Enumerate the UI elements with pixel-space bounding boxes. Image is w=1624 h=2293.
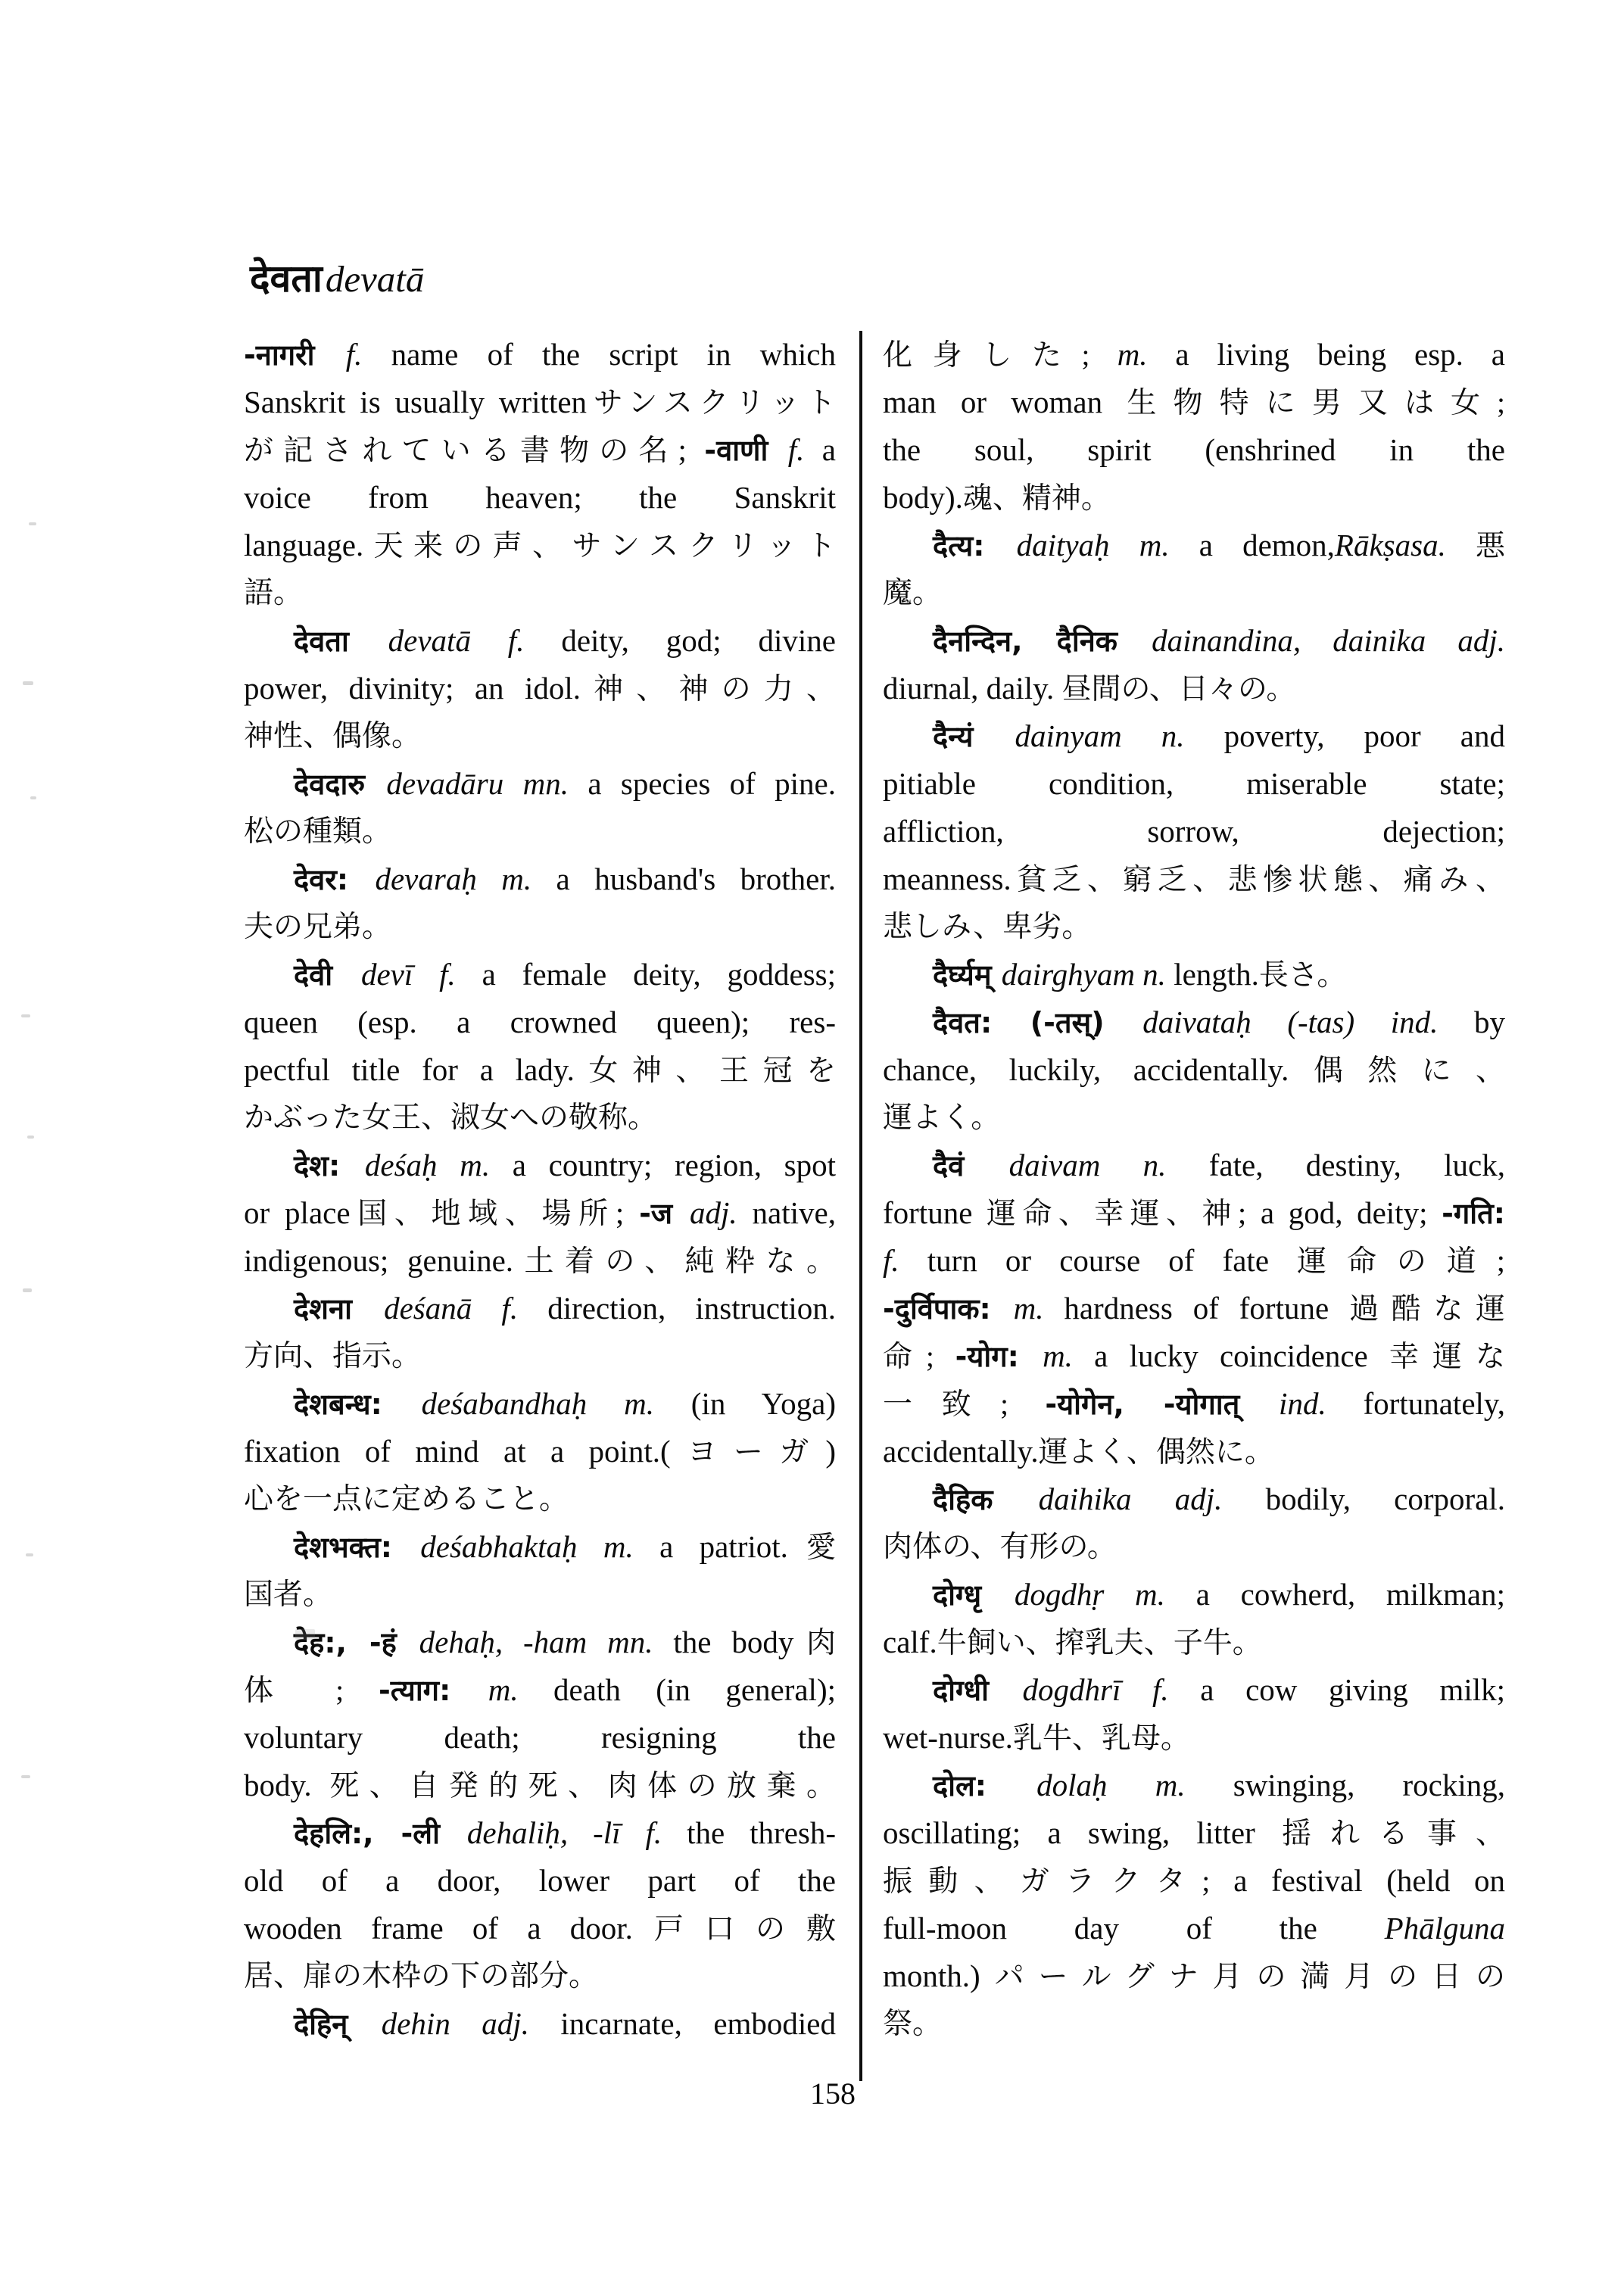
text-line (244, 1094, 836, 1142)
text-line (883, 1142, 1505, 1189)
transliteration: deśabandhaḥ m. (421, 1386, 654, 1421)
japanese-gloss: 居、扉の木枠の下の部分。 (244, 1960, 599, 1992)
text-line (244, 1618, 836, 1666)
english-gloss: or place (244, 1195, 351, 1230)
japanese-gloss: 戸口の敷 (632, 1913, 836, 1946)
japanese-gloss: 魔。 (883, 577, 943, 609)
japanese-gloss: 語。 (244, 577, 304, 609)
english-gloss: pitiable condition, miserable state; (883, 766, 1505, 801)
headword-devanagari: देहलि:, -ली (294, 1817, 467, 1850)
text-line (244, 569, 836, 617)
text-line (244, 1952, 836, 2000)
english-gloss: length. (1165, 957, 1259, 992)
headword-devanagari: देह:, -हं (294, 1626, 419, 1659)
english-gloss: old of a door, lower part of the (244, 1863, 836, 1898)
japanese-gloss: 夫の兄弟。 (244, 911, 392, 943)
text-line (883, 1189, 1505, 1237)
left-column (244, 331, 836, 2048)
transliteration: m. (1043, 1338, 1073, 1373)
english-gloss: a living being esp. a (1147, 337, 1505, 372)
japanese-gloss: 運命の道 (1297, 1245, 1497, 1278)
english-gloss: death (in general); (518, 1672, 836, 1707)
japanese-gloss: 肉体の、有形の。 (883, 1531, 1117, 1563)
english-gloss: name of the script in which (362, 337, 836, 372)
english-gloss: chance, luckily, accidentally. (883, 1052, 1289, 1087)
scan-artifact (21, 1014, 30, 1017)
english-gloss: the soul, spirit (enshrined in the (883, 432, 1505, 467)
text-line (883, 1666, 1505, 1714)
right-column (883, 331, 1505, 2048)
headword-devanagari: दोग्धृ (933, 1578, 1015, 1612)
page-number: 158 (810, 2076, 856, 2111)
japanese-gloss: 乳牛、乳母。 (1012, 1722, 1190, 1755)
english-gloss: a festival (held on (1233, 1863, 1505, 1898)
japanese-gloss: 国、地域、場所 (350, 1198, 616, 1230)
text-line (244, 808, 836, 855)
headword-devanagari: -वाणी (704, 434, 788, 467)
transliteration: daivataḥ (-tas) ind. (1142, 1005, 1439, 1039)
transliteration: dehaḥ, -ham mn. (419, 1625, 653, 1659)
headword-devanagari: दैवं (933, 1149, 1009, 1182)
english-gloss: native, (737, 1195, 836, 1230)
text-line (244, 1809, 836, 1857)
text-line (244, 331, 836, 379)
japanese-gloss: 悪 (1475, 530, 1505, 562)
english-gloss: ; (615, 1195, 640, 1230)
text-line (883, 379, 1505, 426)
scan-artifact (27, 1136, 34, 1139)
text-line (244, 1237, 836, 1285)
japanese-gloss: 愛 (787, 1531, 836, 1564)
english-gloss: pectful title for a lady. (244, 1052, 575, 1087)
japanese-gloss: 体 ; (244, 1675, 379, 1707)
column-divider-rule (859, 331, 862, 2081)
scan-artifact (29, 522, 36, 525)
japanese-gloss: 死、自発的死、肉体の放棄。 (329, 1770, 836, 1802)
japanese-gloss: 方向、指示。 (244, 1340, 422, 1372)
text-line (244, 665, 836, 712)
english-gloss: calf. (883, 1625, 937, 1659)
headword-devanagari: दैवत: (-तस्) (933, 1006, 1143, 1039)
text-line (244, 1046, 836, 1094)
english-gloss: ; (678, 432, 705, 467)
headword-devanagari: दोल: (933, 1769, 1037, 1802)
japanese-gloss: 揺れる事、 (1282, 1818, 1505, 1850)
transliteration: dogdhrī f. (1022, 1672, 1169, 1707)
english-gloss: a species of pine. (568, 766, 836, 801)
text-line (244, 760, 836, 808)
text-line (244, 1285, 836, 1332)
japanese-gloss: 肉 (793, 1627, 836, 1659)
transliteration: dainandina, dainika adj. (1152, 623, 1505, 658)
japanese-gloss: サンスクリット (587, 387, 836, 419)
text-line (244, 617, 836, 665)
text-line (244, 1189, 836, 1237)
headword-devanagari: दैनन्दिन, दैनिक (933, 625, 1152, 658)
text-line (244, 855, 836, 903)
japanese-gloss: が記されている書物の名 (244, 435, 678, 467)
transliteration: daihika adj. (1038, 1481, 1223, 1516)
japanese-gloss: 運よく。 (883, 1101, 1001, 1134)
english-gloss: body). (883, 480, 963, 515)
text-line (883, 1905, 1505, 1952)
japanese-gloss: 神、神の力、 (581, 673, 836, 706)
text-line (244, 474, 836, 522)
text-line (883, 426, 1505, 474)
english-gloss: fortunately, (1326, 1386, 1505, 1421)
text-line (244, 379, 836, 426)
transliteration: dolaḥ m. (1036, 1768, 1186, 1802)
transliteration: deśaḥ m. (364, 1148, 491, 1182)
headword-devanagari: देवर: (294, 863, 376, 896)
english-gloss: by (1438, 1005, 1505, 1039)
japanese-gloss: 女神、王冠を (574, 1055, 836, 1087)
text-line (883, 665, 1505, 712)
english-gloss: a lucky coincidence (1072, 1338, 1389, 1373)
text-line (244, 1475, 836, 1523)
text-line (883, 1952, 1505, 2000)
english-gloss: queen (esp. a crowned queen); res- (244, 1005, 836, 1039)
text-line (883, 1571, 1505, 1618)
text-line (883, 1428, 1505, 1475)
text-line (883, 760, 1505, 808)
japanese-gloss: かぶった女王、淑女への敬称。 (244, 1101, 658, 1134)
japanese-gloss: 松の種類。 (244, 815, 392, 848)
english-gloss: ) (825, 1434, 836, 1469)
japanese-gloss: 化身した; (883, 339, 1117, 372)
headword-devanagari: -दुर्विपाक: (883, 1292, 1014, 1326)
english-gloss: language. (244, 528, 364, 562)
transliteration: deśanā f. (384, 1291, 519, 1326)
japanese-gloss: 国者。 (244, 1578, 333, 1611)
text-line (244, 1428, 836, 1475)
text-line (883, 617, 1505, 665)
english-gloss: voice from heaven; the Sanskrit (244, 480, 836, 515)
japanese-gloss: 魂、精神。 (962, 482, 1111, 515)
english-gloss: poverty, poor and (1184, 718, 1505, 753)
headword-devanagari: देशबन्ध: (294, 1388, 422, 1421)
japanese-gloss: 幸運な (1389, 1341, 1505, 1373)
transliteration: dogdhṛ m. (1014, 1577, 1165, 1612)
transliteration: devaraḥ m. (375, 861, 532, 896)
transliteration: dairghyam n. (1001, 957, 1166, 992)
english-gloss: a patriot. (633, 1529, 788, 1564)
headword-devanagari: दोग्धी (933, 1674, 1023, 1707)
text-line (883, 569, 1505, 617)
english-gloss: deity, god; divine (524, 623, 836, 658)
english-gloss: oscillating; a swing, litter (883, 1815, 1282, 1850)
text-line (883, 1714, 1505, 1762)
headword-devanagari: -योग: (955, 1340, 1043, 1373)
japanese-gloss: 心を一点に定めること。 (244, 1483, 569, 1516)
scan-artifact (30, 796, 36, 799)
text-line (244, 712, 836, 760)
japanese-gloss: 運よく、偶然に。 (1038, 1436, 1274, 1469)
text-line (244, 1523, 836, 1571)
english-gloss: diurnal, daily. (883, 671, 1062, 706)
english-gloss: wooden frame of a door. (244, 1911, 633, 1946)
page-header (250, 251, 424, 303)
english-gloss: the body (653, 1625, 794, 1659)
headword-devanagari: दैर्घ्यम् (933, 958, 1002, 992)
english-gloss: swinging, rocking, (1185, 1768, 1505, 1802)
japanese-gloss: ヨーガ (670, 1436, 826, 1469)
transliteration: deśabhaktaḥ m. (420, 1529, 634, 1564)
text-line (883, 808, 1505, 855)
english-gloss: affliction, sorrow, dejection; (883, 814, 1505, 849)
text-line (883, 1094, 1505, 1142)
text-line (244, 903, 836, 951)
japanese-gloss: 悲しみ、卑劣。 (883, 911, 1092, 943)
text-line (244, 1142, 836, 1189)
english-gloss: man or woman (883, 385, 1127, 419)
transliteration: f. (787, 432, 805, 467)
headword-devanagari: देशभक्त: (294, 1531, 421, 1564)
english-gloss: the thresh- (662, 1815, 836, 1850)
headword-devanagari: देवता (294, 625, 388, 658)
text-line (244, 1714, 836, 1762)
scan-artifact (26, 1553, 33, 1556)
transliteration: ind. (1279, 1386, 1326, 1421)
transliteration: m. (488, 1672, 519, 1707)
transliteration: dehin adj. (381, 2006, 529, 2041)
text-line (883, 1380, 1505, 1428)
text-line (883, 1618, 1505, 1666)
text-line (244, 426, 836, 474)
english-gloss: (in Yoga) (653, 1386, 836, 1421)
text-line (883, 903, 1505, 951)
english-gloss: meanness. (883, 861, 1011, 896)
transliteration: adj. (689, 1195, 737, 1230)
scan-artifact (295, 1629, 315, 1640)
text-line (883, 522, 1505, 569)
text-line (883, 1762, 1505, 1809)
english-gloss: Sanskrit is usually written (244, 385, 588, 419)
header-devanagari: देवता (250, 257, 323, 301)
english-gloss: full-moon day of the (883, 1911, 1385, 1946)
text-line (883, 2000, 1505, 2048)
japanese-gloss: 祭。 (883, 2008, 943, 2040)
text-line (883, 331, 1505, 379)
english-gloss: voluntary death; resigning the (244, 1720, 836, 1755)
english-gloss: a demon, (1169, 528, 1335, 562)
transliteration: devī f. (360, 957, 456, 992)
text-line (244, 1571, 836, 1618)
english-gloss: indigenous; genuine. (244, 1243, 514, 1278)
english-gloss: hardness of fortune (1043, 1291, 1350, 1326)
scan-artifact (23, 1288, 32, 1292)
transliteration: dainyam n. (1015, 718, 1185, 753)
scan-artifact (23, 681, 33, 685)
english-gloss: ; (1496, 1243, 1505, 1278)
transliteration: f. (345, 337, 363, 372)
english-gloss (1446, 528, 1476, 562)
headword-devanagari: देवी (294, 958, 361, 992)
headword-devanagari: -नागरी (244, 338, 346, 372)
text-line (883, 474, 1505, 522)
headword-devanagari: देवदारु (294, 768, 387, 801)
transliteration: Rākṣasa. (1334, 528, 1446, 562)
headword-devanagari: दैत्य: (933, 529, 1017, 562)
english-gloss: bodily, corporal. (1222, 1481, 1505, 1516)
japanese-gloss: 運命、幸運、神 (987, 1198, 1238, 1230)
scan-artifact (21, 1775, 30, 1778)
japanese-gloss: 牛飼い、搾乳夫、子牛。 (937, 1627, 1262, 1659)
headword-devanagari: देश: (294, 1149, 365, 1182)
text-line (244, 1666, 836, 1714)
japanese-gloss: 偶然に、 (1289, 1055, 1505, 1087)
headword-devanagari: -ज (639, 1197, 690, 1230)
english-gloss: a (804, 432, 836, 467)
text-line (883, 1046, 1505, 1094)
text-line (883, 1809, 1505, 1857)
japanese-gloss: 過酷な運 (1349, 1293, 1505, 1326)
english-gloss: body. (244, 1768, 330, 1802)
english-gloss: fate, destiny, luck, (1166, 1148, 1505, 1182)
text-line (883, 1475, 1505, 1523)
text-line (244, 1762, 836, 1809)
transliteration: devatā f. (388, 623, 525, 658)
headword-devanagari: -त्याग: (379, 1674, 488, 1707)
english-gloss: a female deity, goddess; (455, 957, 836, 992)
english-gloss: fortune (883, 1195, 987, 1230)
headword-devanagari: देहिन् (294, 2008, 382, 2041)
japanese-gloss: 土着の、純粋な。 (513, 1245, 836, 1278)
english-gloss: accidentally. (883, 1434, 1039, 1469)
english-gloss: a cow giving milk; (1168, 1672, 1505, 1707)
text-line (883, 951, 1505, 999)
transliteration: daivam n. (1008, 1148, 1167, 1182)
english-gloss: turn or course of fate (899, 1243, 1298, 1278)
japanese-gloss: パールグナ月の満月の日の (980, 1961, 1505, 1993)
english-gloss: ; a god, deity; (1237, 1195, 1442, 1230)
japanese-gloss: 命; (883, 1341, 955, 1373)
english-gloss: a husband's brother. (531, 861, 836, 896)
text-line (883, 999, 1505, 1046)
text-line (883, 1523, 1505, 1571)
text-line (883, 1285, 1505, 1332)
text-line (244, 1905, 836, 1952)
japanese-gloss: 天来の声、サンスクリット (363, 530, 836, 562)
transliteration: f. (883, 1243, 899, 1278)
english-gloss: month.) (883, 1958, 980, 1993)
transliteration: Phālguna (1384, 1911, 1505, 1946)
text-line (883, 1332, 1505, 1380)
headword-devanagari: दैन्यं (933, 720, 1015, 753)
headword-devanagari: -गति: (1442, 1197, 1505, 1230)
english-gloss: a cowherd, milkman; (1164, 1577, 1505, 1612)
transliteration: m. (1117, 337, 1148, 372)
japanese-gloss: 一致; (883, 1388, 1046, 1421)
english-gloss: wet-nurse. (883, 1720, 1013, 1755)
text-line (883, 712, 1505, 760)
transliteration: dehaliḥ, -lī f. (466, 1815, 662, 1850)
transliteration: devadāru mn. (386, 766, 569, 801)
english-gloss: power, divinity; an idol. (244, 671, 581, 706)
headword-devanagari: दैहिक (933, 1483, 1039, 1516)
transliteration: m. (1013, 1291, 1044, 1326)
text-line (244, 1332, 836, 1380)
japanese-gloss: 昼間の、日々の。 (1061, 673, 1296, 706)
english-gloss: fixation of mind at a point.( (244, 1434, 671, 1469)
text-line (244, 951, 836, 999)
japanese-gloss: 神性、偶像。 (244, 720, 422, 752)
headword-devanagari: -योगेन, -योगात् (1045, 1388, 1280, 1421)
english-gloss: a country; region, spot (490, 1148, 836, 1182)
text-line (244, 2000, 836, 2048)
text-line (883, 1857, 1505, 1905)
english-gloss: direction, instruction. (518, 1291, 836, 1326)
japanese-gloss: 貧乏、窮乏、悲惨状態、痛み、 (1011, 864, 1505, 896)
text-line (883, 855, 1505, 903)
text-line (244, 1380, 836, 1428)
header-transliteration: devatā (325, 258, 425, 300)
text-line (244, 1857, 836, 1905)
japanese-gloss: 長さ。 (1258, 959, 1347, 992)
text-line (244, 999, 836, 1046)
english-gloss: incarnate, embodied (528, 2006, 836, 2041)
japanese-gloss: 生物特に男又は女; (1127, 387, 1505, 419)
text-line (244, 522, 836, 569)
japanese-gloss: 振動、ガラクタ; (883, 1865, 1234, 1898)
headword-devanagari: देशना (294, 1292, 385, 1326)
text-line (883, 1237, 1505, 1285)
transliteration: daityaḥ m. (1016, 528, 1170, 562)
